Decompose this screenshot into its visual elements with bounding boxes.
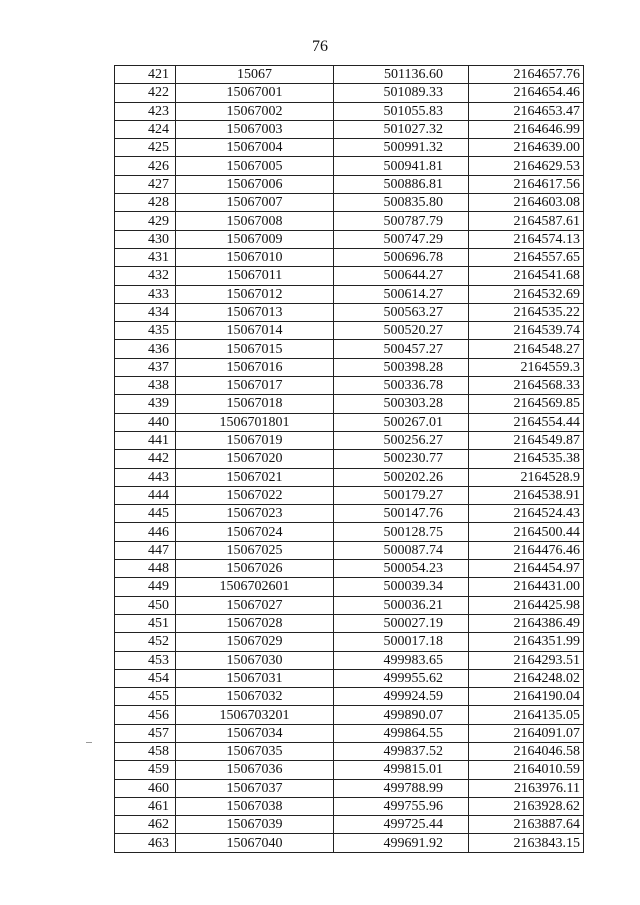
table-row <box>115 66 584 84</box>
table-row <box>115 377 584 395</box>
table-row <box>115 742 584 760</box>
point-code-cell: 15067005 <box>176 157 334 175</box>
table-row <box>115 834 584 852</box>
point-code-cell: 15067031 <box>176 669 334 687</box>
point-code-cell: 15067008 <box>176 212 334 230</box>
y-coordinate-cell: 2164293.51 <box>469 651 584 669</box>
row-number-cell: 431 <box>115 248 176 266</box>
row-number-cell: 455 <box>115 688 176 706</box>
point-code-cell: 15067018 <box>176 395 334 413</box>
point-code-cell: 15067021 <box>176 468 334 486</box>
point-code-cell: 15067029 <box>176 633 334 651</box>
row-number-cell: 441 <box>115 431 176 449</box>
y-coordinate-cell: 2163843.15 <box>469 834 584 852</box>
point-code-cell: 15067025 <box>176 541 334 559</box>
x-coordinate-cell: 500696.78 <box>334 248 469 266</box>
table-row <box>115 614 584 632</box>
y-coordinate-cell: 2164646.99 <box>469 120 584 138</box>
y-coordinate-cell: 2164538.91 <box>469 486 584 504</box>
x-coordinate-cell: 500054.23 <box>334 560 469 578</box>
table-row <box>115 285 584 303</box>
table-row <box>115 322 584 340</box>
y-coordinate-cell: 2164617.56 <box>469 175 584 193</box>
table-row <box>115 157 584 175</box>
x-coordinate-cell: 501136.60 <box>334 66 469 84</box>
table-row <box>115 541 584 559</box>
point-code-cell: 15067037 <box>176 779 334 797</box>
table-row <box>115 523 584 541</box>
table-row <box>115 139 584 157</box>
point-code-cell: 15067038 <box>176 797 334 815</box>
table-row <box>115 248 584 266</box>
y-coordinate-cell: 2164557.65 <box>469 248 584 266</box>
point-code-cell: 15067009 <box>176 230 334 248</box>
row-number-cell: 435 <box>115 322 176 340</box>
y-coordinate-cell: 2164539.74 <box>469 322 584 340</box>
table-row <box>115 194 584 212</box>
x-coordinate-cell: 499691.92 <box>334 834 469 852</box>
table-row <box>115 724 584 742</box>
y-coordinate-cell: 2164535.38 <box>469 450 584 468</box>
row-number-cell: 434 <box>115 303 176 321</box>
x-coordinate-cell: 500886.81 <box>334 175 469 193</box>
table-row <box>115 779 584 797</box>
table-row <box>115 450 584 468</box>
point-code-cell: 15067001 <box>176 84 334 102</box>
x-coordinate-cell: 500520.27 <box>334 322 469 340</box>
point-code-cell: 15067003 <box>176 120 334 138</box>
y-coordinate-cell: 2164425.98 <box>469 596 584 614</box>
y-coordinate-cell: 2164639.00 <box>469 139 584 157</box>
row-number-cell: 453 <box>115 651 176 669</box>
y-coordinate-cell: 2164476.46 <box>469 541 584 559</box>
table-row <box>115 120 584 138</box>
y-coordinate-cell: 2164568.33 <box>469 377 584 395</box>
row-number-cell: 437 <box>115 358 176 376</box>
y-coordinate-cell: 2164190.04 <box>469 688 584 706</box>
point-code-cell: 15067015 <box>176 340 334 358</box>
coordinates-table <box>114 65 584 853</box>
row-number-cell: 451 <box>115 614 176 632</box>
row-number-cell: 429 <box>115 212 176 230</box>
point-code-cell: 15067034 <box>176 724 334 742</box>
x-coordinate-cell: 499788.99 <box>334 779 469 797</box>
table-row <box>115 395 584 413</box>
point-code-cell: 15067007 <box>176 194 334 212</box>
point-code-cell: 15067030 <box>176 651 334 669</box>
table-row <box>115 413 584 431</box>
point-code-cell: 15067006 <box>176 175 334 193</box>
x-coordinate-cell: 500256.27 <box>334 431 469 449</box>
row-number-cell: 457 <box>115 724 176 742</box>
y-coordinate-cell: 2164535.22 <box>469 303 584 321</box>
x-coordinate-cell: 499890.07 <box>334 706 469 724</box>
table-row <box>115 340 584 358</box>
point-code-cell: 15067016 <box>176 358 334 376</box>
point-code-cell: 15067019 <box>176 431 334 449</box>
row-number-cell: 438 <box>115 377 176 395</box>
row-number-cell: 436 <box>115 340 176 358</box>
table-row <box>115 358 584 376</box>
row-number-cell: 425 <box>115 139 176 157</box>
row-number-cell: 459 <box>115 761 176 779</box>
point-code-cell: 15067020 <box>176 450 334 468</box>
table-row <box>115 84 584 102</box>
point-code-cell: 15067027 <box>176 596 334 614</box>
x-coordinate-cell: 499983.65 <box>334 651 469 669</box>
point-code-cell: 15067036 <box>176 761 334 779</box>
row-number-cell: 421 <box>115 66 176 84</box>
row-number-cell: 445 <box>115 505 176 523</box>
row-number-cell: 442 <box>115 450 176 468</box>
x-coordinate-cell: 500179.27 <box>334 486 469 504</box>
table-row <box>115 596 584 614</box>
y-coordinate-cell: 2164010.59 <box>469 761 584 779</box>
point-code-cell: 15067035 <box>176 742 334 760</box>
table-row <box>115 267 584 285</box>
point-code-cell: 15067014 <box>176 322 334 340</box>
row-number-cell: 462 <box>115 816 176 834</box>
row-number-cell: 443 <box>115 468 176 486</box>
point-code-cell: 15067024 <box>176 523 334 541</box>
y-coordinate-cell: 2164569.85 <box>469 395 584 413</box>
x-coordinate-cell: 500027.19 <box>334 614 469 632</box>
row-number-cell: 463 <box>115 834 176 852</box>
y-coordinate-cell: 2164654.46 <box>469 84 584 102</box>
table-row <box>115 578 584 596</box>
point-code-cell: 15067010 <box>176 248 334 266</box>
y-coordinate-cell: 2164549.87 <box>469 431 584 449</box>
point-code-cell: 15067040 <box>176 834 334 852</box>
x-coordinate-cell: 500128.75 <box>334 523 469 541</box>
row-number-cell: 454 <box>115 669 176 687</box>
x-coordinate-cell: 500398.28 <box>334 358 469 376</box>
y-coordinate-cell: 2164431.00 <box>469 578 584 596</box>
y-coordinate-cell: 2164091.07 <box>469 724 584 742</box>
y-coordinate-cell: 2164603.08 <box>469 194 584 212</box>
point-code-cell: 15067004 <box>176 139 334 157</box>
x-coordinate-cell: 500787.79 <box>334 212 469 230</box>
scan-artifact-mark <box>86 742 92 743</box>
row-number-cell: 423 <box>115 102 176 120</box>
table-row <box>115 688 584 706</box>
x-coordinate-cell: 500457.27 <box>334 340 469 358</box>
x-coordinate-cell: 501055.83 <box>334 102 469 120</box>
table-row <box>115 797 584 815</box>
y-coordinate-cell: 2164559.3 <box>469 358 584 376</box>
table-row <box>115 431 584 449</box>
y-coordinate-cell: 2164500.44 <box>469 523 584 541</box>
point-code-cell: 15067032 <box>176 688 334 706</box>
row-number-cell: 458 <box>115 742 176 760</box>
x-coordinate-cell: 499755.96 <box>334 797 469 815</box>
row-number-cell: 428 <box>115 194 176 212</box>
table-row <box>115 303 584 321</box>
point-code-cell: 1506701801 <box>176 413 334 431</box>
x-coordinate-cell: 500563.27 <box>334 303 469 321</box>
x-coordinate-cell: 500644.27 <box>334 267 469 285</box>
x-coordinate-cell: 500039.34 <box>334 578 469 596</box>
x-coordinate-cell: 500017.18 <box>334 633 469 651</box>
point-code-cell: 1506702601 <box>176 578 334 596</box>
row-number-cell: 433 <box>115 285 176 303</box>
table-row <box>115 468 584 486</box>
row-number-cell: 461 <box>115 797 176 815</box>
y-coordinate-cell: 2164386.49 <box>469 614 584 632</box>
table-row <box>115 633 584 651</box>
table-row <box>115 212 584 230</box>
y-coordinate-cell: 2164629.53 <box>469 157 584 175</box>
row-number-cell: 430 <box>115 230 176 248</box>
x-coordinate-cell: 500941.81 <box>334 157 469 175</box>
x-coordinate-cell: 500087.74 <box>334 541 469 559</box>
point-code-cell: 15067039 <box>176 816 334 834</box>
x-coordinate-cell: 500036.21 <box>334 596 469 614</box>
row-number-cell: 456 <box>115 706 176 724</box>
point-code-cell: 15067022 <box>176 486 334 504</box>
point-code-cell: 1506703201 <box>176 706 334 724</box>
y-coordinate-cell: 2164351.99 <box>469 633 584 651</box>
y-coordinate-cell: 2164541.68 <box>469 267 584 285</box>
row-number-cell: 450 <box>115 596 176 614</box>
y-coordinate-cell: 2164135.05 <box>469 706 584 724</box>
table-row <box>115 651 584 669</box>
row-number-cell: 447 <box>115 541 176 559</box>
y-coordinate-cell: 2164532.69 <box>469 285 584 303</box>
point-code-cell: 15067002 <box>176 102 334 120</box>
row-number-cell: 440 <box>115 413 176 431</box>
row-number-cell: 446 <box>115 523 176 541</box>
table-row <box>115 816 584 834</box>
table-row <box>115 669 584 687</box>
y-coordinate-cell: 2164524.43 <box>469 505 584 523</box>
row-number-cell: 460 <box>115 779 176 797</box>
coordinates-table-body <box>115 66 584 853</box>
y-coordinate-cell: 2164248.02 <box>469 669 584 687</box>
table-row <box>115 706 584 724</box>
y-coordinate-cell: 2163887.64 <box>469 816 584 834</box>
row-number-cell: 426 <box>115 157 176 175</box>
x-coordinate-cell: 500991.32 <box>334 139 469 157</box>
y-coordinate-cell: 2164454.97 <box>469 560 584 578</box>
point-code-cell: 15067028 <box>176 614 334 632</box>
y-coordinate-cell: 2163976.11 <box>469 779 584 797</box>
row-number-cell: 424 <box>115 120 176 138</box>
table-row <box>115 761 584 779</box>
x-coordinate-cell: 500230.77 <box>334 450 469 468</box>
row-number-cell: 444 <box>115 486 176 504</box>
point-code-cell: 15067 <box>176 66 334 84</box>
table-row <box>115 486 584 504</box>
x-coordinate-cell: 500147.76 <box>334 505 469 523</box>
y-coordinate-cell: 2164653.47 <box>469 102 584 120</box>
table-row <box>115 175 584 193</box>
x-coordinate-cell: 500202.26 <box>334 468 469 486</box>
page-number: 76 <box>312 38 328 55</box>
x-coordinate-cell: 501089.33 <box>334 84 469 102</box>
x-coordinate-cell: 499924.59 <box>334 688 469 706</box>
y-coordinate-cell: 2164657.76 <box>469 66 584 84</box>
y-coordinate-cell: 2164574.13 <box>469 230 584 248</box>
y-coordinate-cell: 2164046.58 <box>469 742 584 760</box>
point-code-cell: 15067013 <box>176 303 334 321</box>
x-coordinate-cell: 499815.01 <box>334 761 469 779</box>
table-row <box>115 102 584 120</box>
row-number-cell: 422 <box>115 84 176 102</box>
point-code-cell: 15067012 <box>176 285 334 303</box>
row-number-cell: 452 <box>115 633 176 651</box>
row-number-cell: 432 <box>115 267 176 285</box>
y-coordinate-cell: 2164587.61 <box>469 212 584 230</box>
x-coordinate-cell: 499725.44 <box>334 816 469 834</box>
y-coordinate-cell: 2164548.27 <box>469 340 584 358</box>
point-code-cell: 15067017 <box>176 377 334 395</box>
x-coordinate-cell: 500614.27 <box>334 285 469 303</box>
row-number-cell: 449 <box>115 578 176 596</box>
point-code-cell: 15067011 <box>176 267 334 285</box>
x-coordinate-cell: 499837.52 <box>334 742 469 760</box>
x-coordinate-cell: 500303.28 <box>334 395 469 413</box>
row-number-cell: 427 <box>115 175 176 193</box>
y-coordinate-cell: 2163928.62 <box>469 797 584 815</box>
x-coordinate-cell: 499864.55 <box>334 724 469 742</box>
x-coordinate-cell: 500747.29 <box>334 230 469 248</box>
x-coordinate-cell: 500267.01 <box>334 413 469 431</box>
y-coordinate-cell: 2164554.44 <box>469 413 584 431</box>
x-coordinate-cell: 499955.62 <box>334 669 469 687</box>
row-number-cell: 448 <box>115 560 176 578</box>
table-row <box>115 505 584 523</box>
x-coordinate-cell: 500336.78 <box>334 377 469 395</box>
x-coordinate-cell: 500835.80 <box>334 194 469 212</box>
point-code-cell: 15067026 <box>176 560 334 578</box>
table-row <box>115 560 584 578</box>
table-row <box>115 230 584 248</box>
row-number-cell: 439 <box>115 395 176 413</box>
x-coordinate-cell: 501027.32 <box>334 120 469 138</box>
point-code-cell: 15067023 <box>176 505 334 523</box>
y-coordinate-cell: 2164528.9 <box>469 468 584 486</box>
